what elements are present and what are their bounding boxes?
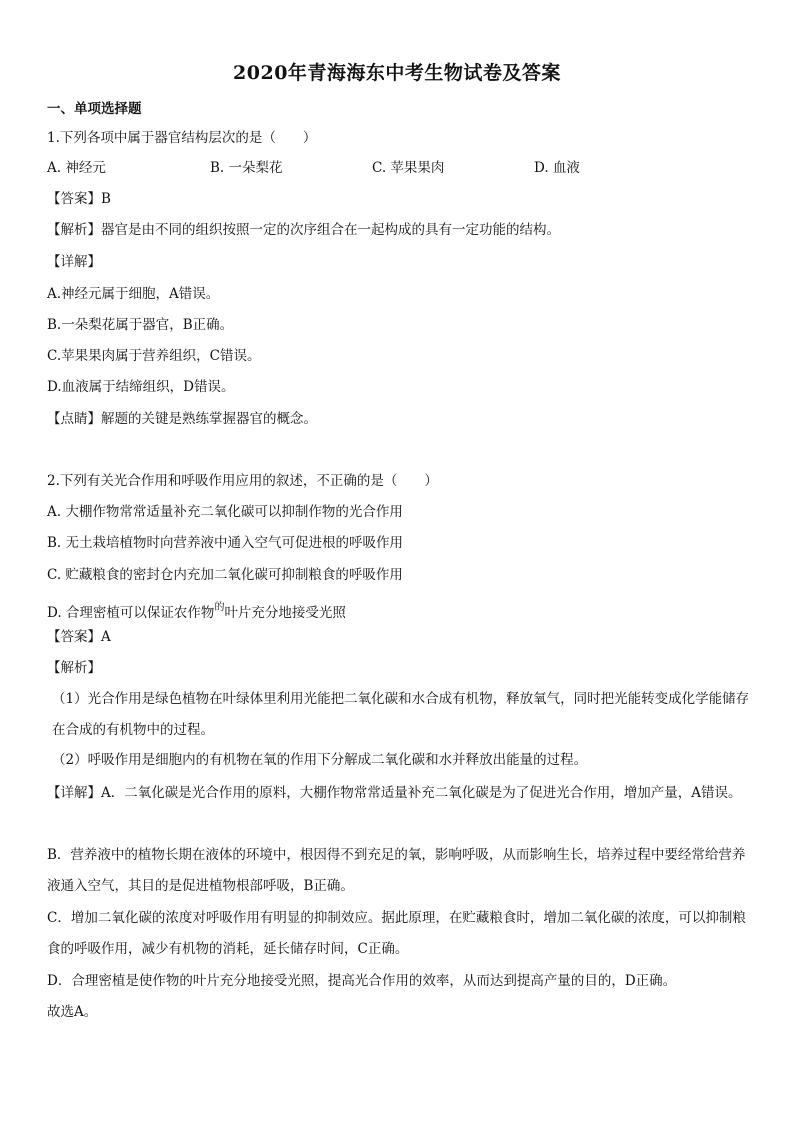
q2-analysis-heading: 【解析】 (47, 660, 101, 676)
q2-option-b: B. 无土栽培植物时向营养液中通入空气可促进根的呼吸作用 (47, 535, 404, 551)
q1-answer: 【答案】B (47, 191, 111, 207)
q2-detail-b: B．营养液中的植物长期在液体的环境中，根因得不到充足的氧，影响呼吸，从而影响生长，培养过程中要经常给营养液通入空气，其目的是促进植物根部呼吸，B正确。 (47, 847, 746, 894)
q2-detail-a: 【详解】A．二氧化碳是光合作用的原料，大棚作物常常适量补充二氧化碳是为了促进光合作用，增加产量，A错误。 (47, 785, 742, 801)
q2-detail-d: D．合理密植是使作物的叶片充分地接受光照，提高光合作用的效率，从而达到提高产量的目的，D正确。 (47, 973, 677, 989)
q1-detail-b: B.一朵梨花属于器官，B正确。 (47, 317, 234, 333)
document-title: 2020年青海海东中考生物试卷及答案 (233, 62, 561, 84)
q1-comment: 【点睛】解题的关键是熟练掌握器官的概念。 (47, 411, 317, 427)
q2-option-d-text-1: D. 合理密植可以保证农作物 (47, 605, 215, 621)
q1-stem: 1.下列各项中属于器官结构层次的是（ ） (47, 130, 317, 146)
q2-stem: 2.下列有关光合作用和呼吸作用应用的叙述，不正确的是（ ） (47, 473, 438, 489)
q2-option-d-text-2: 叶片充分地接受光照 (224, 605, 346, 621)
q2-option-c: C. 贮藏粮食的密封仓内充加二氧化碳可抑制粮食的呼吸作用 (47, 567, 403, 583)
q1-detail-d: D.血液属于结缔组织，D错误。 (47, 379, 235, 395)
q1-option-b: B. 一朵梨花 (210, 160, 283, 176)
section-heading: 一、单项选择题 (47, 101, 142, 117)
q1-option-a: A. 神经元 (47, 160, 106, 176)
q1-detail-c: C.苹果果肉属于营养组织，C错误。 (47, 348, 261, 364)
q1-option-c: C. 苹果果肉 (372, 160, 445, 176)
q2-answer: 【答案】A (47, 629, 111, 645)
q2-conclusion: 故选A。 (47, 1004, 98, 1020)
q2-option-a: A. 大棚作物常常适量补充二氧化碳可以抑制作物的光合作用 (47, 504, 403, 520)
q2-analysis-2: （2）呼吸作用是细胞内的有机物在氧的作用下分解成二氧化碳和水并释放出能量的过程。 (52, 752, 588, 768)
q2-option-d-superscript: 的 (214, 602, 225, 613)
q1-analysis: 【解析】器官是由不同的组织按照一定的次序组合在一起构成的具有一定功能的结构。 (47, 222, 560, 238)
q2-analysis-1: （1）光合作用是绿色植物在叶绿体里利用光能把二氧化碳和水合成有机物，释放氧气，同时把光能转变成化学能储存在合成的有机物中的过程。 (52, 691, 750, 738)
q1-option-d: D. 血液 (534, 160, 580, 176)
q2-option-d (47, 598, 752, 623)
q1-detail-heading: 【详解】 (47, 254, 101, 270)
q1-detail-a: A.神经元属于细胞，A错误。 (47, 286, 220, 302)
q2-detail-c: C．增加二氧化碳的浓度对呼吸作用有明显的抑制效应。据此原理，在贮藏粮食时，增加二氧化碳的浓度，可以抑制粮食的呼吸作用，减少有机物的消耗，延长储存时间，C正确。 (47, 910, 746, 957)
